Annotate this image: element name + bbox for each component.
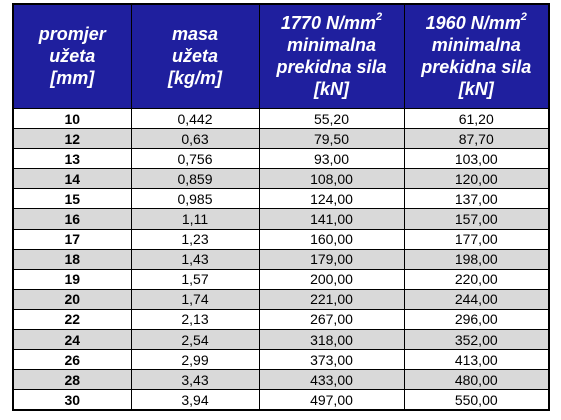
header-force-1770-line2: prekidna sila <box>276 57 387 77</box>
header-force-1960-line1: minimalna <box>431 35 521 55</box>
cell-force-1960: 296,00 <box>404 309 549 329</box>
cell-force-1770: 373,00 <box>259 350 404 370</box>
cell-force-1770: 433,00 <box>259 370 404 390</box>
header-force-1960-unit: [kN] <box>458 79 494 99</box>
cell-force-1770: 267,00 <box>259 309 404 329</box>
cell-force-1770: 141,00 <box>259 209 404 229</box>
cell-rope-diameter: 17 <box>13 229 131 249</box>
cell-rope-mass: 1,23 <box>131 229 259 249</box>
cell-rope-diameter: 20 <box>13 289 131 309</box>
cell-rope-diameter: 24 <box>13 330 131 350</box>
cell-force-1770: 79,50 <box>259 129 404 149</box>
cell-rope-diameter: 10 <box>13 109 131 129</box>
cell-rope-mass: 1,43 <box>131 249 259 269</box>
cell-force-1770: 55,20 <box>259 109 404 129</box>
table-row <box>13 229 549 249</box>
cell-force-1770: 93,00 <box>259 149 404 169</box>
header-rope-mass-line2: užeta <box>171 46 218 66</box>
header-force-1770-grade <box>262 12 402 34</box>
header-force-1960 <box>404 4 549 109</box>
header-force-1770 <box>259 4 404 109</box>
cell-force-1770: 108,00 <box>259 169 404 189</box>
header-rope-diameter-line2: užeta <box>49 46 96 66</box>
table-row <box>13 289 549 309</box>
cell-rope-mass: 2,13 <box>131 309 259 329</box>
cell-force-1960: 550,00 <box>404 390 549 411</box>
cell-rope-diameter: 22 <box>13 309 131 329</box>
cell-rope-mass: 0,859 <box>131 169 259 189</box>
table-row <box>13 149 549 169</box>
cell-rope-mass: 0,985 <box>131 189 259 209</box>
table-row <box>13 189 549 209</box>
table-row <box>13 209 549 229</box>
cell-force-1960: 220,00 <box>404 269 549 289</box>
cell-rope-diameter: 13 <box>13 149 131 169</box>
cell-force-1960: 87,70 <box>404 129 549 149</box>
cell-force-1770: 124,00 <box>259 189 404 209</box>
header-force-1960-line2: prekidna sila <box>421 57 532 77</box>
cell-rope-diameter: 19 <box>13 269 131 289</box>
cell-rope-diameter: 16 <box>13 209 131 229</box>
table-row <box>13 169 549 189</box>
cell-force-1960: 352,00 <box>404 330 549 350</box>
cell-force-1960: 244,00 <box>404 289 549 309</box>
header-rope-mass-line1: masa <box>171 24 219 44</box>
table-row <box>13 109 549 129</box>
cell-rope-mass: 2,99 <box>131 350 259 370</box>
cell-rope-mass: 3,94 <box>131 390 259 411</box>
table-body <box>13 109 549 411</box>
table-row <box>13 309 549 329</box>
cell-rope-mass: 1,74 <box>131 289 259 309</box>
cell-rope-diameter: 26 <box>13 350 131 370</box>
cell-force-1960: 157,00 <box>404 209 549 229</box>
cell-rope-diameter: 28 <box>13 370 131 390</box>
header-rope-diameter <box>13 4 131 109</box>
rope-properties-table <box>12 3 550 411</box>
cell-force-1960: 480,00 <box>404 370 549 390</box>
cell-rope-mass: 1,11 <box>131 209 259 229</box>
header-rope-diameter-unit: [mm] <box>50 68 95 88</box>
cell-force-1960: 177,00 <box>404 229 549 249</box>
header-force-1960-grade-sup: 2 <box>520 11 527 23</box>
header-rope-mass-unit: [kg/m] <box>168 68 222 88</box>
table-row <box>13 370 549 390</box>
table-header <box>13 4 549 109</box>
header-force-1770-line1: minimalna <box>286 35 377 55</box>
cell-force-1960: 413,00 <box>404 350 549 370</box>
cell-force-1770: 221,00 <box>259 289 404 309</box>
cell-force-1770: 200,00 <box>259 269 404 289</box>
header-row <box>13 4 549 109</box>
cell-rope-mass: 2,54 <box>131 330 259 350</box>
header-force-1960-grade-text: 1960 N/mm <box>425 13 521 33</box>
cell-rope-mass: 0,63 <box>131 129 259 149</box>
table-row <box>13 269 549 289</box>
table-row <box>13 129 549 149</box>
cell-force-1960: 103,00 <box>404 149 549 169</box>
cell-rope-diameter: 18 <box>13 249 131 269</box>
cell-rope-diameter: 30 <box>13 390 131 411</box>
header-rope-diameter-line1: promjer <box>38 24 106 44</box>
cell-force-1770: 179,00 <box>259 249 404 269</box>
table-row <box>13 249 549 269</box>
cell-force-1770: 160,00 <box>259 229 404 249</box>
header-force-1960-grade <box>407 12 547 34</box>
cell-force-1960: 120,00 <box>404 169 549 189</box>
table-row <box>13 330 549 350</box>
header-force-1770-unit: [kN] <box>314 79 349 99</box>
rope-table-container <box>12 3 548 411</box>
cell-rope-diameter: 12 <box>13 129 131 149</box>
table-row <box>13 350 549 370</box>
header-force-1770-grade-text: 1770 N/mm <box>280 13 376 33</box>
cell-force-1770: 497,00 <box>259 390 404 411</box>
cell-force-1960: 61,20 <box>404 109 549 129</box>
cell-force-1960: 198,00 <box>404 249 549 269</box>
header-rope-mass <box>131 4 259 109</box>
cell-force-1960: 137,00 <box>404 189 549 209</box>
cell-rope-diameter: 15 <box>13 189 131 209</box>
table-row <box>13 390 549 411</box>
cell-rope-mass: 1,57 <box>131 269 259 289</box>
cell-rope-mass: 0,442 <box>131 109 259 129</box>
cell-rope-diameter: 14 <box>13 169 131 189</box>
cell-rope-mass: 0,756 <box>131 149 259 169</box>
header-force-1770-grade-sup: 2 <box>375 11 383 23</box>
cell-force-1770: 318,00 <box>259 330 404 350</box>
cell-rope-mass: 3,43 <box>131 370 259 390</box>
